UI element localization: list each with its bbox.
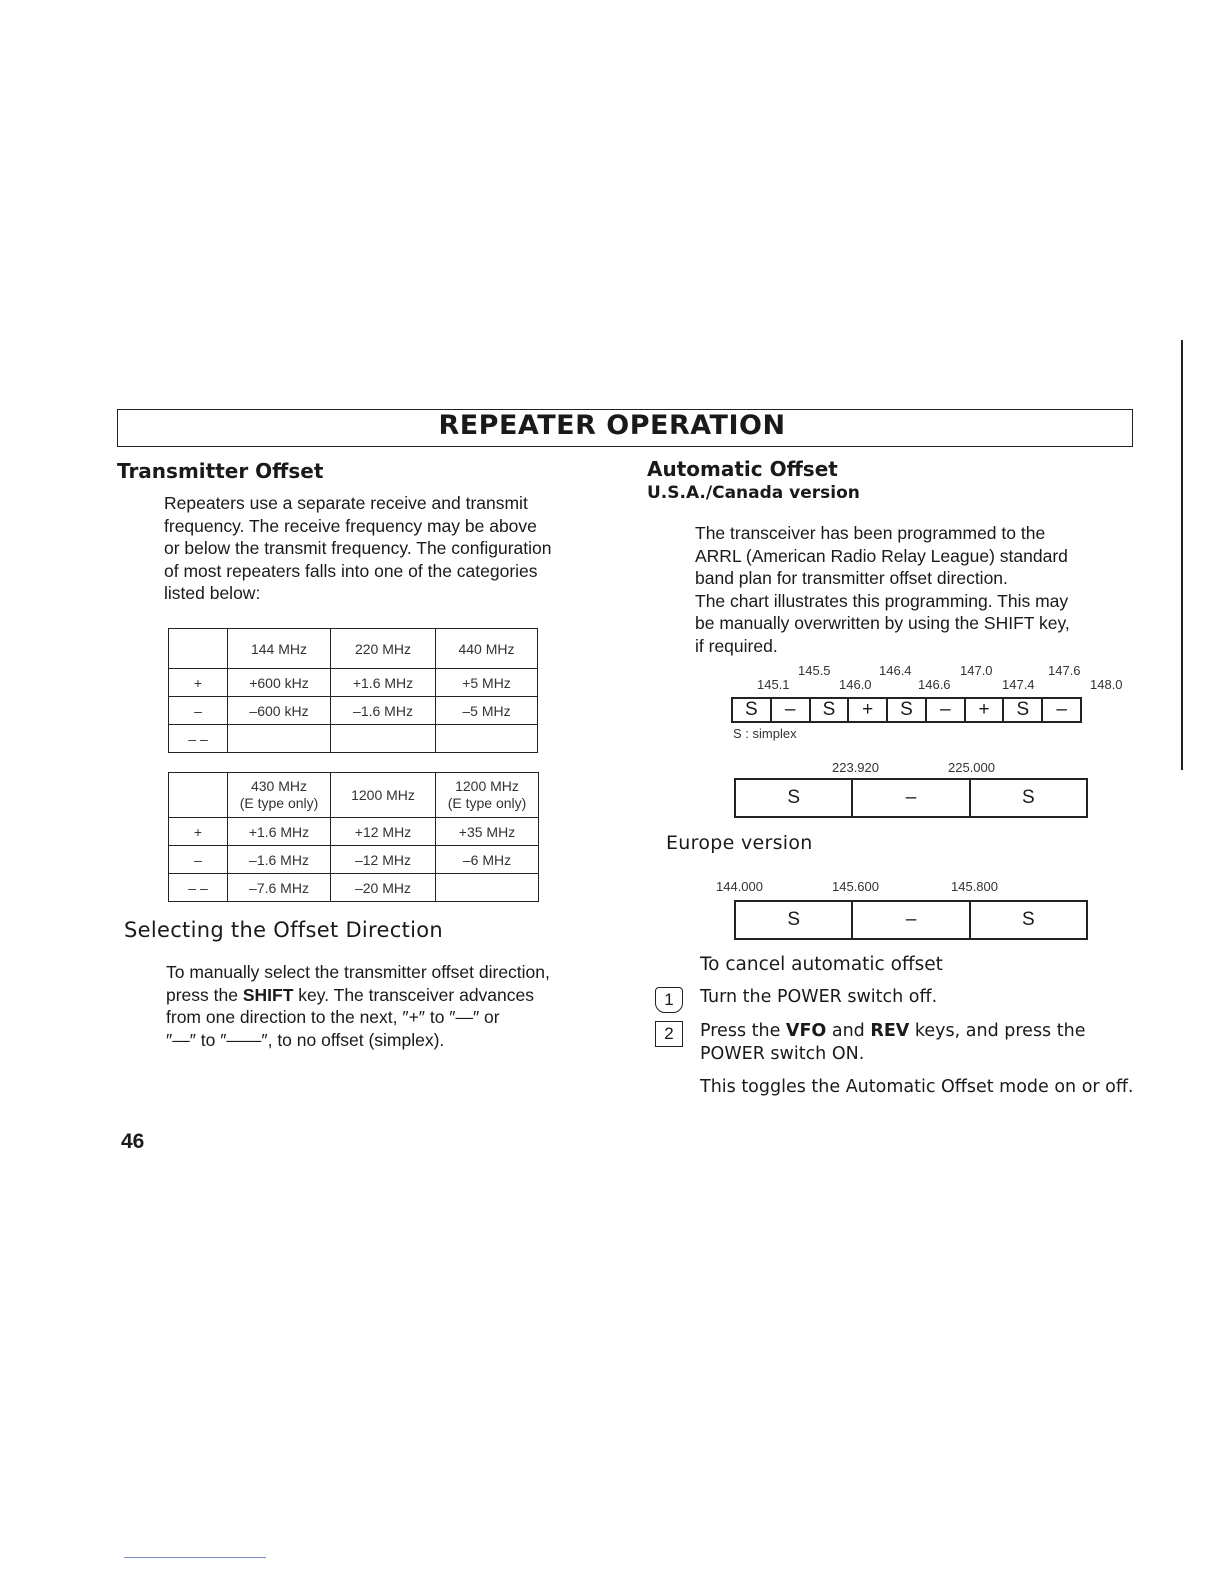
table-row xyxy=(169,846,539,874)
page-number: 46 xyxy=(121,1130,145,1153)
transmitter-offset-heading: Transmitter Offset xyxy=(117,459,324,483)
band-label: 147.0 xyxy=(960,663,993,678)
paragraph-line: of most repeaters falls into one of the categories xyxy=(164,560,538,581)
table-cell xyxy=(169,773,228,818)
table-cell: +1.6 MHz xyxy=(331,669,436,697)
band-cell: S xyxy=(811,699,850,721)
paragraph-line: from one direction to the next, ″+″ to ″—″ or xyxy=(166,1007,500,1028)
table-cell: –5 MHz xyxy=(436,697,538,725)
band-label: 145.5 xyxy=(798,663,831,678)
step-1-text xyxy=(700,987,937,1007)
band-label: 146.0 xyxy=(839,677,872,692)
paragraph-line: or below the transmit frequency. The configuration xyxy=(164,538,552,559)
toggle-note: This toggles the Automatic Offset mode on or off. xyxy=(700,1077,1134,1097)
paragraph-line: The chart illustrates this programming. This may xyxy=(695,590,1069,611)
table-cell: +1.6 MHz xyxy=(228,818,331,846)
table-cell: –600 kHz xyxy=(228,697,331,725)
table-cell: – xyxy=(169,846,228,874)
band-label: 223.920 xyxy=(832,760,879,775)
table-cell: 220 MHz xyxy=(331,629,436,669)
band-cell: S xyxy=(736,902,853,938)
band-plan-144 xyxy=(731,697,1082,723)
band-cell: + xyxy=(966,699,1005,721)
selecting-direction-paragraph xyxy=(166,961,626,1051)
paragraph-line xyxy=(166,984,626,1007)
table-cell: 1200 MHz xyxy=(331,773,436,818)
band-cell: S xyxy=(736,780,853,816)
band-label: 225.000 xyxy=(948,760,995,775)
table-cell: –12 MHz xyxy=(331,846,436,874)
band-cell: – xyxy=(1056,699,1067,720)
shift-key-label: SHIFT xyxy=(242,984,294,1005)
band-cell: – xyxy=(853,902,970,938)
paragraph-line: The transceiver has been programmed to the xyxy=(695,523,1046,543)
paragraph-line: Repeaters use a separate receive and transmit xyxy=(164,493,528,513)
footer-rule xyxy=(124,1557,266,1558)
step-line xyxy=(700,1020,1085,1043)
power-key-label: POWER xyxy=(776,987,842,1007)
band-plan-220 xyxy=(734,778,1088,818)
transmitter-offset-paragraph xyxy=(164,492,614,605)
usa-canada-subheading: U.S.A./Canada version xyxy=(647,483,860,503)
paragraph-line: To manually select the transmitter offset direction, xyxy=(166,962,550,982)
band-cell: – xyxy=(772,699,811,721)
table-cell: 430 MHz (E type only) xyxy=(228,773,331,818)
paragraph-line: if required. xyxy=(695,635,778,656)
offset-table-2 xyxy=(168,772,539,902)
band-cell: – xyxy=(853,780,970,816)
table-cell: –1.6 MHz xyxy=(228,846,331,874)
table-header-row xyxy=(169,629,538,669)
band-cell: S xyxy=(1004,699,1043,721)
europe-version-heading: Europe version xyxy=(666,832,813,854)
table-cell: –7.6 MHz xyxy=(228,874,331,902)
paragraph-line: listed below: xyxy=(164,583,261,604)
table-cell: – xyxy=(169,697,228,725)
band-label: 144.000 xyxy=(716,879,763,894)
paragraph-line: frequency. The receive frequency may be above xyxy=(164,515,537,536)
selecting-direction-heading: Selecting the Offset Direction xyxy=(124,918,444,942)
table-row xyxy=(169,818,539,846)
table-cell: + xyxy=(169,818,228,846)
band-cell: S xyxy=(733,699,772,721)
table-cell xyxy=(436,874,539,902)
table-cell: –20 MHz xyxy=(331,874,436,902)
paragraph-line: ARRL (American Radio Relay League) standard xyxy=(695,545,1068,566)
section-title: REPEATER OPERATION xyxy=(438,410,786,441)
table-cell: +35 MHz xyxy=(436,818,539,846)
text-run: and xyxy=(826,1021,871,1041)
table-cell: 1200 MHz (E type only) xyxy=(436,773,539,818)
table-cell: 144 MHz xyxy=(228,629,331,669)
rev-key-label: REV xyxy=(870,1021,910,1041)
band-plan-europe xyxy=(734,900,1088,940)
automatic-offset-heading: Automatic Offset xyxy=(647,457,838,481)
automatic-offset-paragraph xyxy=(695,522,1135,658)
table-cell: +5 MHz xyxy=(436,669,538,697)
band-label: 145.800 xyxy=(951,879,998,894)
table-row xyxy=(169,725,538,753)
band-label: 146.6 xyxy=(918,677,951,692)
step-2-text xyxy=(700,1020,1085,1066)
vfo-key-label: VFO xyxy=(785,1021,827,1041)
step-number: 1 xyxy=(664,990,674,1009)
table-cell: + xyxy=(169,669,228,697)
table-cell: – – xyxy=(169,874,228,902)
band-cell: S xyxy=(888,699,927,721)
table-cell: – – xyxy=(169,725,228,753)
simplex-legend: S : simplex xyxy=(733,726,797,741)
band-label: 145.600 xyxy=(832,879,879,894)
table-row xyxy=(169,669,538,697)
table-cell: 440 MHz xyxy=(436,629,538,669)
band-cell: S xyxy=(1021,787,1035,808)
paragraph-line: be manually overwritten by using the SHIFT key, xyxy=(695,613,1070,634)
table-cell: –1.6 MHz xyxy=(331,697,436,725)
step-line: POWER switch ON. xyxy=(700,1044,865,1064)
margin-rule xyxy=(1181,340,1183,770)
band-cell: – xyxy=(927,699,966,721)
table-row xyxy=(169,874,539,902)
table-cell: +600 kHz xyxy=(228,669,331,697)
band-label: 148.0 xyxy=(1090,677,1123,692)
offset-table-1 xyxy=(168,628,538,753)
text-run: Turn the xyxy=(700,987,777,1007)
text-run: keys, and press the xyxy=(909,1021,1086,1041)
table-cell: +12 MHz xyxy=(331,818,436,846)
text-run: Press the xyxy=(700,1021,786,1041)
band-label: 145.1 xyxy=(757,677,790,692)
step-number: 2 xyxy=(664,1024,674,1043)
text-run: press the xyxy=(166,984,243,1005)
paragraph-line: band plan for transmitter offset direction. xyxy=(695,568,1008,589)
cancel-offset-heading: To cancel automatic offset xyxy=(700,954,943,975)
band-label: 147.6 xyxy=(1048,663,1081,678)
table-header-row xyxy=(169,773,539,818)
table-cell xyxy=(169,629,228,669)
table-cell xyxy=(331,725,436,753)
band-cell: S xyxy=(1021,909,1035,930)
band-cell: + xyxy=(849,699,888,721)
text-run: key. The transceiver advances xyxy=(293,984,535,1005)
step-2-icon xyxy=(655,1021,683,1047)
table-cell xyxy=(228,725,331,753)
text-run: switch off. xyxy=(841,987,938,1007)
paragraph-line: ″—″ to ″——″, to no offset (simplex). xyxy=(166,1029,445,1050)
step-1-icon xyxy=(655,987,683,1013)
table-cell: –6 MHz xyxy=(436,846,539,874)
band-label: 147.4 xyxy=(1002,677,1035,692)
table-cell xyxy=(436,725,538,753)
table-row xyxy=(169,697,538,725)
band-label: 146.4 xyxy=(879,663,912,678)
